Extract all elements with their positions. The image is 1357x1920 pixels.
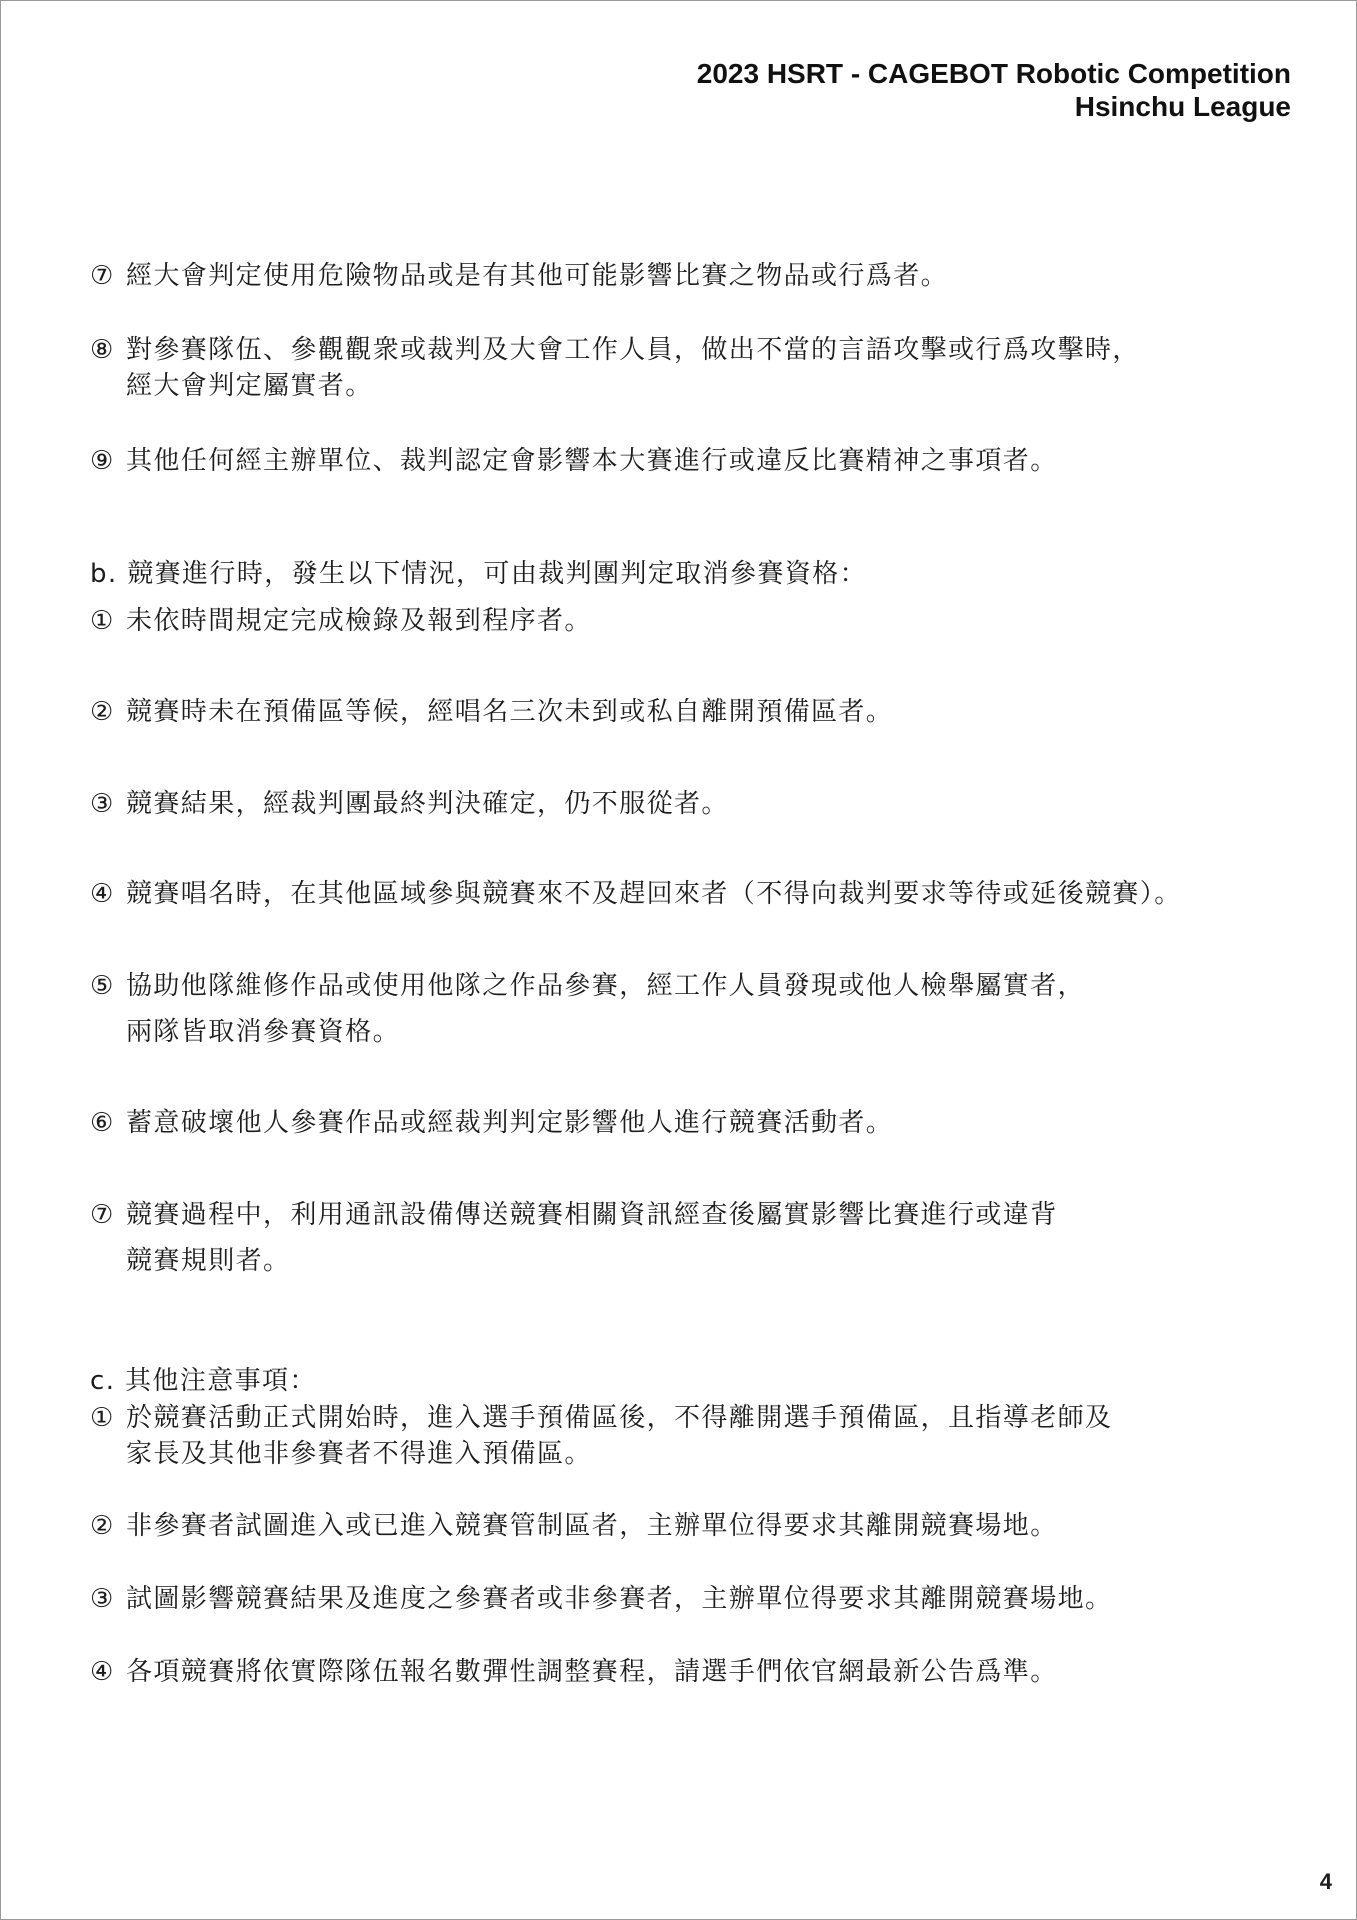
item-text: 試圖影響競賽結果及進度之參賽者或非參賽者，主辦單位得要求其離開競賽場地。 bbox=[126, 1584, 1113, 1614]
item-number: ② bbox=[90, 1511, 115, 1541]
item-text: 各項競賽將依實際隊伍報名數彈性調整賽程，請選手們依官網最新公告爲準。 bbox=[126, 1657, 1058, 1687]
item-text: 協助他隊維修作品或使用他隊之作品參賽，經工作人員發現或他人檢舉屬實者， bbox=[126, 971, 1086, 1001]
header-title: 2023 HSRT - CAGEBOT Robotic Competition bbox=[696, 58, 1291, 89]
page-header bbox=[697, 57, 1291, 123]
list-item bbox=[90, 332, 1140, 368]
item-number: ④ bbox=[90, 879, 115, 909]
item-text: 家長及其他非參賽者不得進入預備區。 bbox=[126, 1439, 592, 1469]
item-text: 非參賽者試圖進入或已進入競賽管制區者，主辦單位得要求其離開競賽場地。 bbox=[126, 1511, 1058, 1541]
item-text: 經大會判定屬實者。 bbox=[126, 371, 373, 401]
list-item-continuation bbox=[90, 368, 373, 404]
section-b-heading: b. 競賽進行時，發生以下情況，可由裁判團判定取消參賽資格： bbox=[90, 559, 868, 589]
list-item bbox=[90, 694, 893, 730]
list-item bbox=[90, 968, 1085, 1004]
item-text: 競賽時未在預備區等候，經唱名三次未到或私自離開預備區者。 bbox=[126, 697, 894, 727]
list-item bbox=[90, 1197, 1058, 1233]
item-text: 經大會判定使用危險物品或是有其他可能影響比賽之物品或行爲者。 bbox=[126, 261, 949, 291]
item-number: ⑦ bbox=[90, 1200, 115, 1230]
item-text: 兩隊皆取消參賽資格。 bbox=[126, 1017, 401, 1047]
list-item bbox=[90, 786, 729, 822]
item-text: 競賽過程中，利用通訊設備傳送競賽相關資訊經查後屬實影響比賽進行或違背 bbox=[126, 1200, 1058, 1230]
list-item-continuation bbox=[90, 1243, 290, 1279]
item-text: 蓄意破壞他人參賽作品或經裁判判定影響他人進行競賽活動者。 bbox=[126, 1108, 894, 1138]
item-number: ⑧ bbox=[90, 335, 115, 365]
item-text: 其他任何經主辦單位、裁判認定會影響本大賽進行或違反比賽精神之事項者。 bbox=[126, 446, 1058, 476]
list-item bbox=[90, 1400, 1112, 1436]
item-number: ⑨ bbox=[90, 446, 115, 476]
item-number: ① bbox=[90, 1403, 115, 1433]
item-number: ③ bbox=[90, 1584, 115, 1614]
list-item bbox=[90, 1105, 893, 1141]
list-item-continuation bbox=[90, 1014, 400, 1050]
list-item-continuation bbox=[90, 1436, 592, 1472]
item-text: 於競賽活動正式開始時，進入選手預備區後，不得離開選手預備區，且指導老師及 bbox=[126, 1403, 1113, 1433]
list-item bbox=[90, 1654, 1058, 1690]
item-text: 競賽結果，經裁判團最終判決確定，仍不服從者。 bbox=[126, 789, 729, 819]
list-item bbox=[90, 876, 1182, 912]
item-number: ⑤ bbox=[90, 971, 115, 1001]
list-item bbox=[90, 1508, 1058, 1544]
list-item bbox=[90, 258, 948, 294]
list-item bbox=[90, 443, 1058, 479]
item-text: 未依時間規定完成檢錄及報到程序者。 bbox=[126, 606, 592, 636]
item-number: ① bbox=[90, 606, 115, 636]
list-item bbox=[90, 603, 592, 639]
item-number: ⑥ bbox=[90, 1108, 115, 1138]
item-number: ② bbox=[90, 697, 115, 727]
item-number: ③ bbox=[90, 789, 115, 819]
item-number: ⑦ bbox=[90, 261, 115, 291]
item-text: 對參賽隊伍、參觀觀衆或裁判及大會工作人員，做出不當的言語攻擊或行爲攻擊時， bbox=[126, 335, 1140, 365]
item-text: 競賽唱名時，在其他區域參與競賽來不及趕回來者（不得向裁判要求等待或延後競賽）。 bbox=[126, 879, 1182, 909]
page-number: 4 bbox=[1319, 1869, 1332, 1894]
list-item bbox=[90, 1581, 1112, 1617]
header-subtitle: Hsinchu League bbox=[1074, 91, 1291, 122]
section-c-heading: c. 其他注意事項： bbox=[90, 1366, 317, 1396]
item-text: 競賽規則者。 bbox=[126, 1246, 291, 1276]
item-number: ④ bbox=[90, 1657, 115, 1687]
